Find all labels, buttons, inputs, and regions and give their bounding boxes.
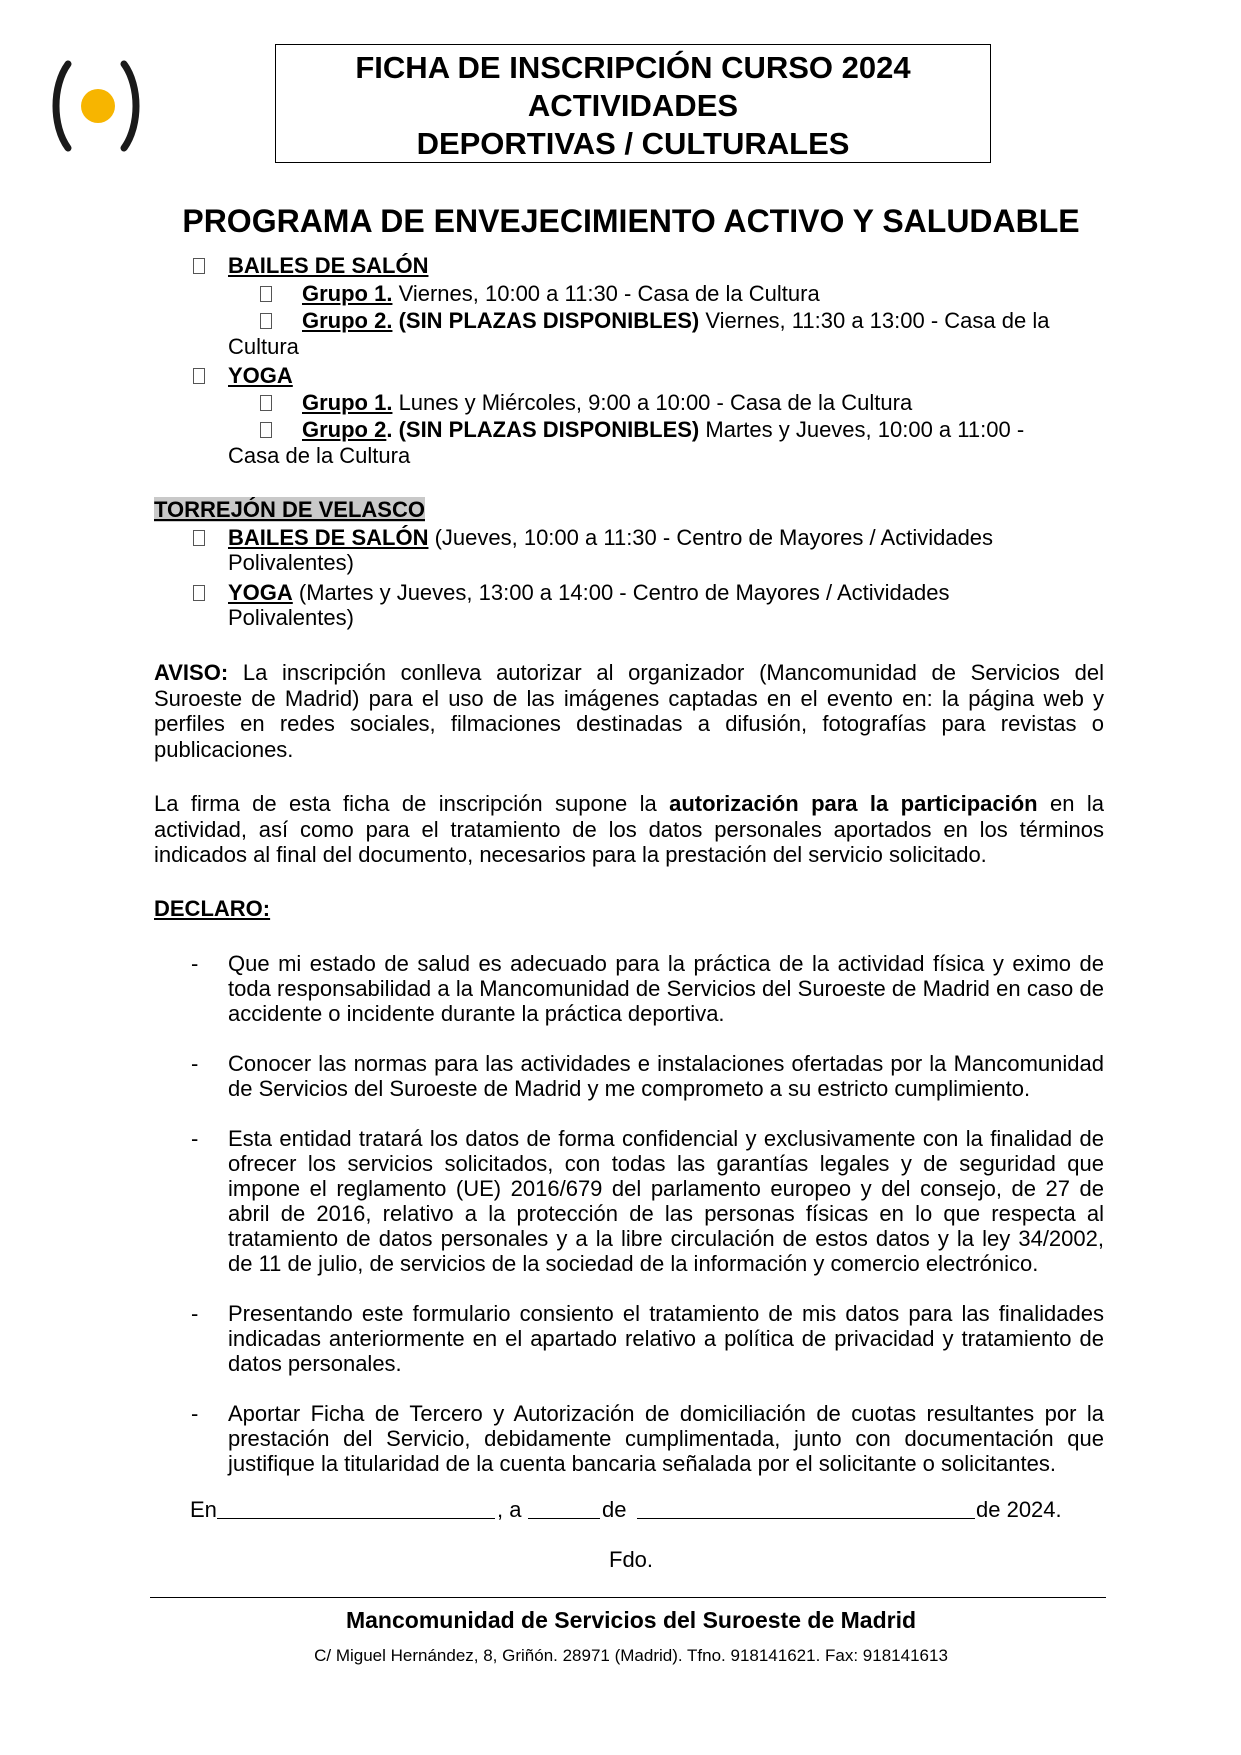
logo-right-bracket: [124, 64, 136, 148]
bailes-salon-heading: BAILES DE SALÓN: [228, 253, 429, 278]
sign-de-label: de: [602, 1497, 627, 1522]
declaro-item-3: Esta entidad tratará los datos de forma confidencial y exclusivamente con la finalidad de ofrecer los servicios solicitados, con todas las garantías legales y de seguridad que impone el reglamento (UE) 2016/679 del parlamento europeo y del consejo, de 27 de abril de 2016, relativo a la protección de las personas físicas en lo que respecta al tratamiento de datos personales y a la libre circulación de estos datos y la ley 34/2002, de 11 de julio, de servicios de la sociedad de la información y comercio electrónico.: [228, 1126, 1104, 1276]
declaro-item-1: Que mi estado de salud es adecuado para la práctica de la actividad física y eximo de toda responsabilidad a la Mancomunidad de Servicios del Suroeste de Madrid en caso de accidente o incidente durante la práctica deportiva.: [228, 951, 1104, 1026]
fdo-label: Fdo.: [609, 1547, 654, 1572]
torrejon-yoga: YOGA (Martes y Jueves, 13:00 a 14:00 - Centro de Mayores / Actividades: [228, 580, 950, 605]
torrejon-bailes-cont: Polivalentes): [228, 550, 354, 575]
title-line-2: ACTIVIDADES: [527, 88, 739, 123]
yoga-grupo-2: Grupo 2. (SIN PLAZAS DISPONIBLES) Martes y Jueves, 10:00 a 11:00 -: [302, 417, 1025, 442]
declaro-item-4: Presentando este formulario consiento el tratamiento de mis datos para las finalidades indicadas anteriormente en el apartado relativo a política de privacidad y tratamiento de datos personales.: [228, 1301, 1104, 1376]
item-dash: -: [191, 1301, 199, 1326]
logo-left-bracket: [56, 64, 68, 148]
sign-a-label: , a: [497, 1497, 522, 1522]
yoga-heading: YOGA: [228, 363, 293, 388]
checkbox-yoga[interactable]: [193, 368, 205, 384]
checkbox-yoga-grupo-2[interactable]: [260, 422, 272, 438]
checkbox-torrejon-bailes[interactable]: [193, 530, 205, 546]
firma-paragraph: La firma de esta ficha de inscripción supone la autorización para la participación en la actividad, así como para el tratamiento de los datos personales aportados en los términos indicados al final del documento, necesarios para la prestación del servicio solicitado.: [154, 791, 1104, 867]
sign-en-label: En: [190, 1497, 217, 1522]
checkbox-bailes-salon[interactable]: [193, 258, 205, 274]
torrejon-heading: TORREJÓN DE VELASCO: [154, 497, 425, 522]
title-box: [275, 44, 991, 163]
footer-address: C/ Miguel Hernández, 8, Griñón. 28971 (Madrid). Tfno. 918141621. Fax: 918141613: [314, 1646, 948, 1665]
place-blank[interactable]: [217, 1518, 495, 1519]
bailes-grupo-1: Grupo 1. Viernes, 10:00 a 11:30 - Casa de la Cultura: [302, 281, 820, 306]
program-heading: PROGRAMA DE ENVEJECIMIENTO ACTIVO Y SALUDABLE: [182, 203, 1080, 239]
checkbox-torrejon-yoga[interactable]: [193, 585, 205, 601]
bailes-grupo-2-cont: Cultura: [228, 334, 299, 359]
item-dash: -: [191, 951, 199, 976]
bailes-grupo-2: Grupo 2. (SIN PLAZAS DISPONIBLES) Viernes, 11:30 a 13:00 - Casa de la: [302, 308, 1050, 333]
checkbox-bailes-grupo-2[interactable]: [260, 313, 272, 329]
declaro-heading: DECLARO:: [154, 896, 271, 921]
title-line-3: DEPORTIVAS / CULTURALES: [416, 126, 850, 161]
footer-org: Mancomunidad de Servicios del Suroeste de Madrid: [345, 1607, 917, 1633]
footer-divider: [150, 1597, 1106, 1598]
torrejon-bailes: BAILES DE SALÓN (Jueves, 10:00 a 11:30 - Centro de Mayores / Actividades: [228, 525, 994, 550]
torrejon-yoga-cont: Polivalentes): [228, 605, 354, 630]
item-dash: -: [191, 1401, 199, 1426]
item-dash: -: [191, 1051, 199, 1076]
title-line-1: FICHA DE INSCRIPCIÓN CURSO 2024: [355, 50, 911, 85]
day-blank[interactable]: [528, 1518, 600, 1519]
mancomunidad-logo: [48, 58, 144, 154]
yoga-grupo-1: Grupo 1. Lunes y Miércoles, 9:00 a 10:00 - Casa de la Cultura: [302, 390, 913, 415]
month-blank[interactable]: [637, 1518, 975, 1519]
yoga-grupo-2-cont: Casa de la Cultura: [228, 443, 411, 468]
declaro-item-2: Conocer las normas para las actividades e instalaciones ofertadas por la Mancomunidad de Servicios del Suroeste de Madrid y me comprometo a su estricto cumplimiento.: [228, 1051, 1104, 1101]
checkbox-bailes-grupo-1[interactable]: [260, 286, 272, 302]
declaro-item-5: Aportar Ficha de Tercero y Autorización de domiciliación de cuotas resultantes por la prestación del Servicio, debidamente cumplimentada, junto con documentación que justifique la titularidad de la cuenta bancaria señalada por el solicitante o solicitantes.: [228, 1401, 1104, 1476]
aviso-paragraph: AVISO: La inscripción conlleva autorizar al organizador (Mancomunidad de Servicios del Suroeste de Madrid) para el uso de las imágenes captadas en el evento en: la página web y perfiles en redes sociales, filmaciones destinadas a difusión, fotografías para revistas o publicaciones.: [154, 660, 1104, 762]
item-dash: -: [191, 1126, 199, 1151]
logo-yellow-dot: [81, 89, 115, 123]
checkbox-yoga-grupo-1[interactable]: [260, 395, 272, 411]
sign-year-label: de 2024.: [976, 1497, 1062, 1522]
